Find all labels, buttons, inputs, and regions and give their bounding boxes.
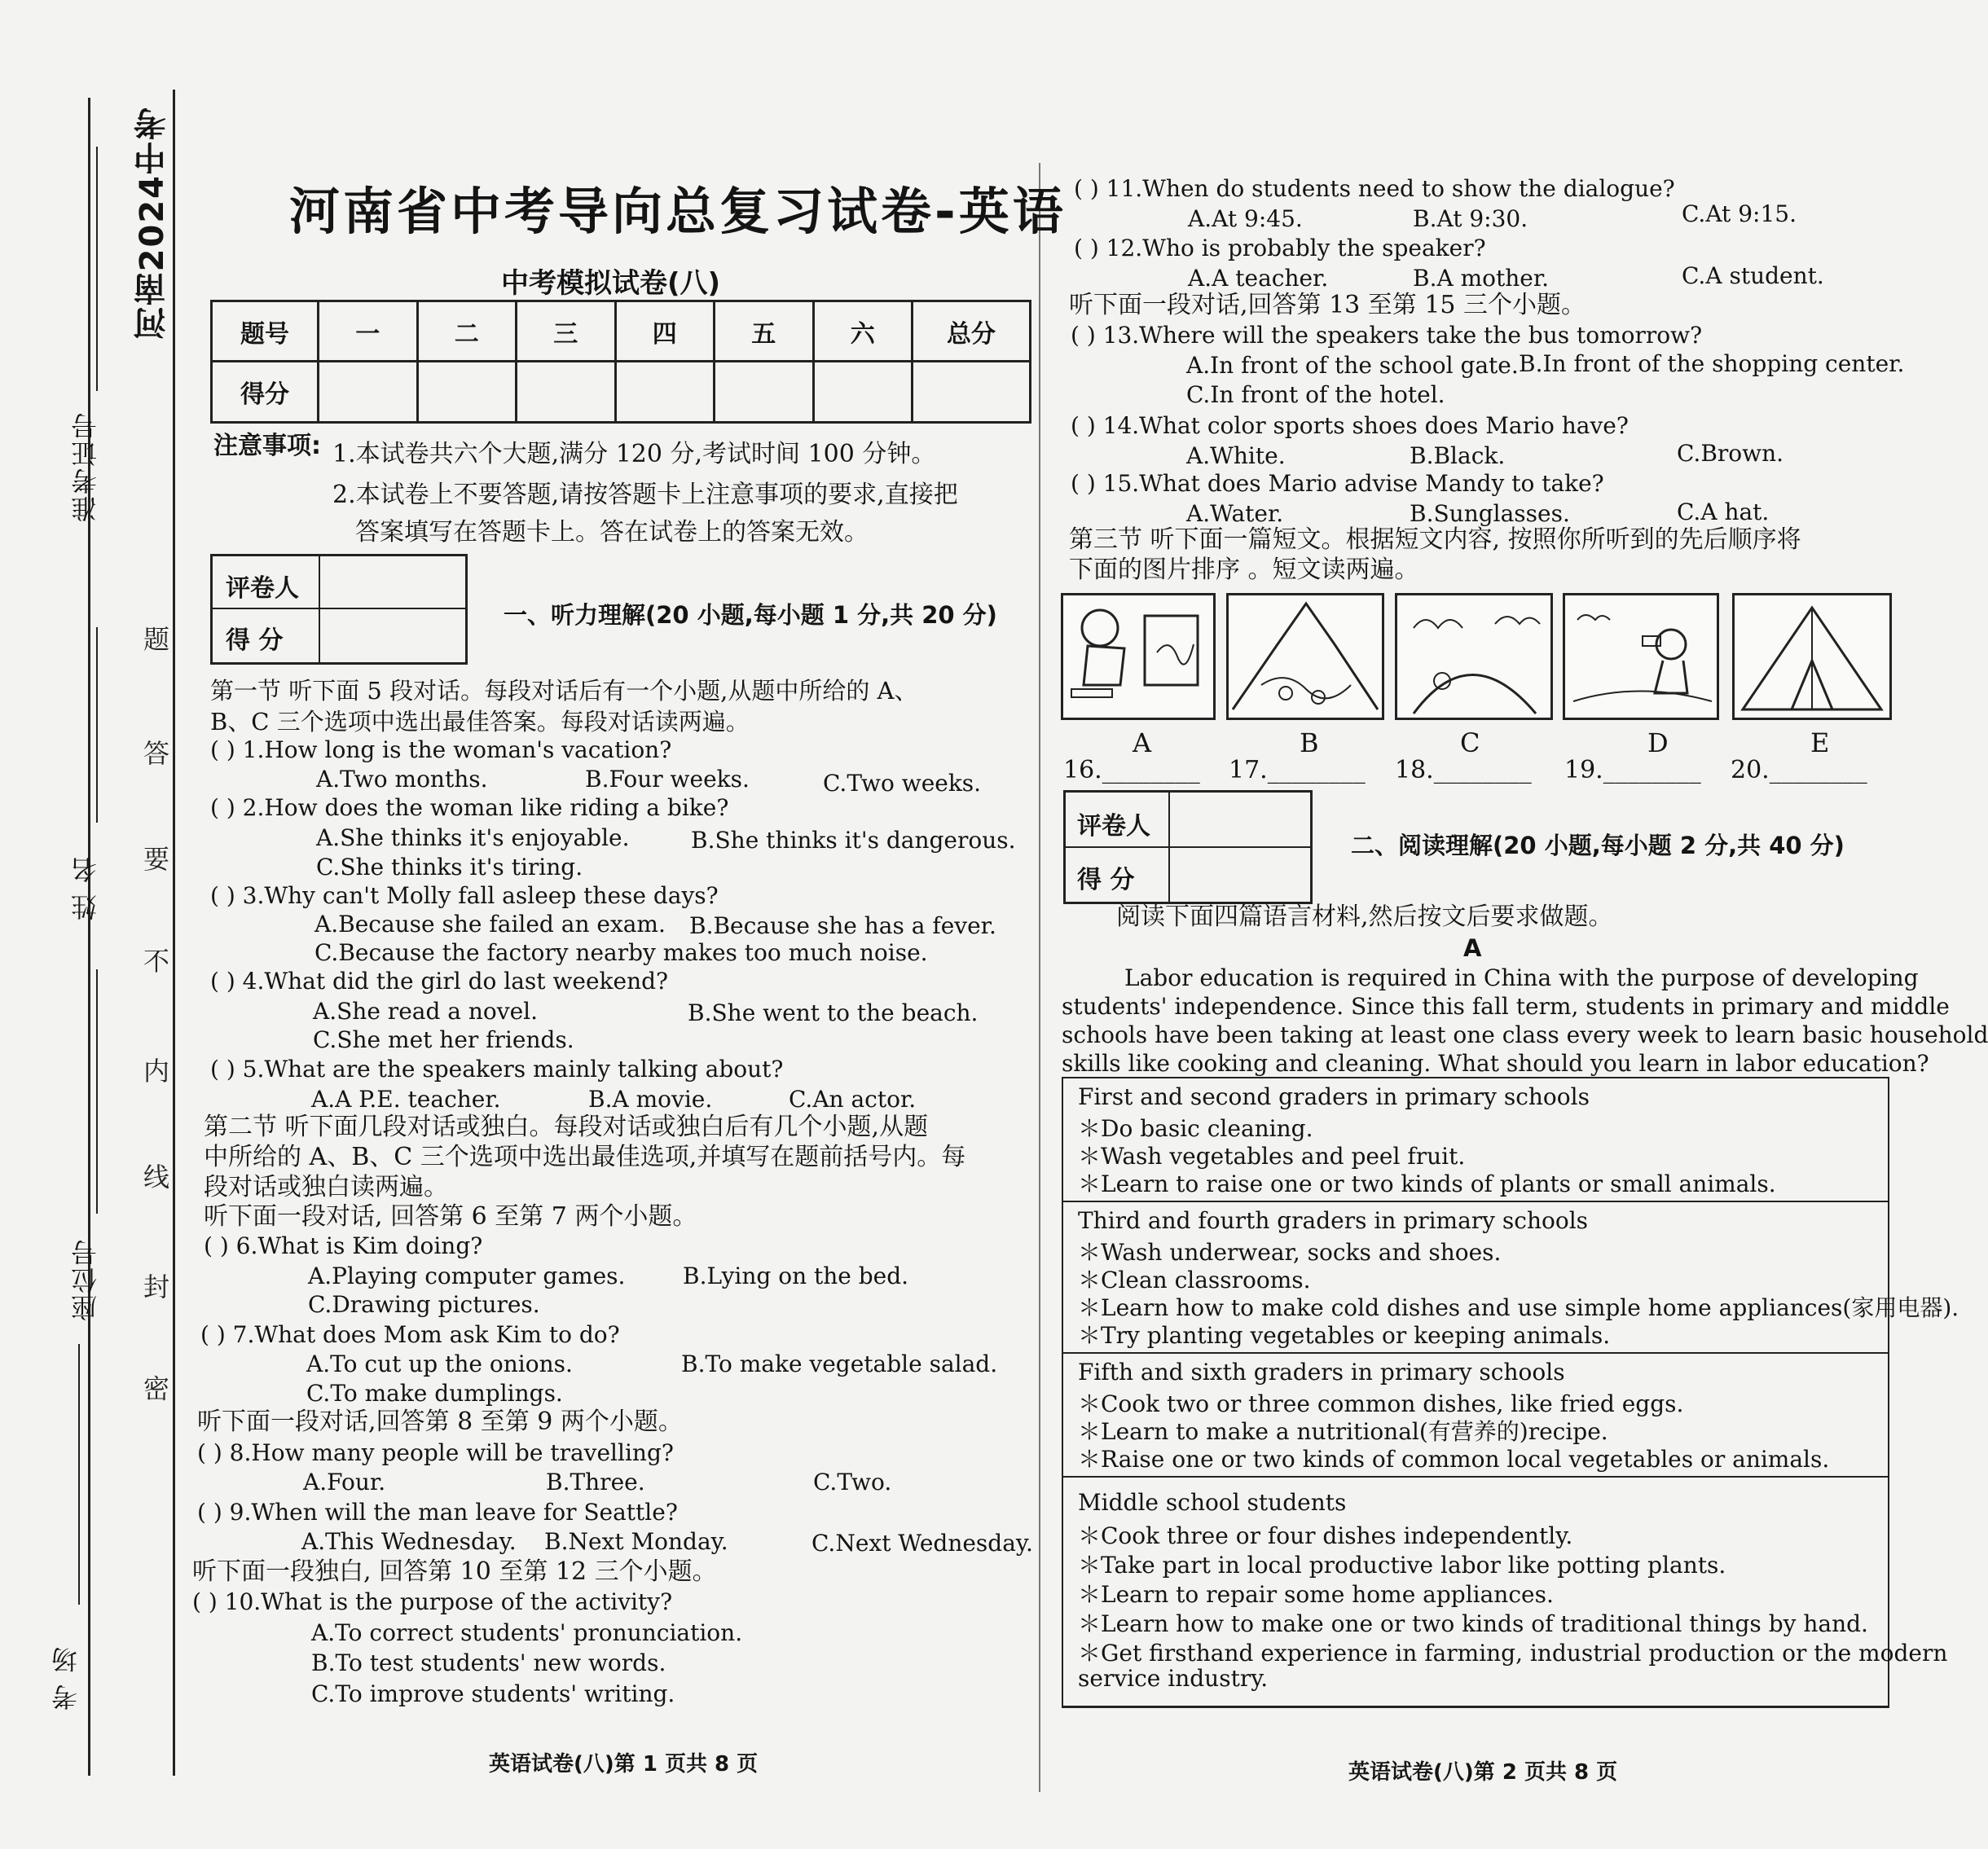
grader-score-label: 得 分 bbox=[1077, 866, 1135, 894]
exam-number-label: 准考证号 bbox=[70, 411, 101, 522]
option-3c: C.Because the factory nearby makes too much noise. bbox=[314, 939, 928, 966]
picture-c-sunrise bbox=[1395, 593, 1553, 720]
grade-box-item: service industry. bbox=[1078, 1665, 1269, 1692]
grader-divider-v bbox=[1168, 793, 1170, 902]
exam-title: 河南省中考导向总复习试卷-英语 bbox=[289, 182, 1067, 241]
score-table bbox=[210, 300, 1031, 424]
name-blank bbox=[96, 627, 98, 823]
option-4b: B.She went to the beach. bbox=[688, 999, 979, 1026]
answer-blank-20[interactable]: 20.________ bbox=[1731, 756, 1867, 784]
grade-box-item: ＊Wash underwear, socks and shoes. bbox=[1078, 1239, 1502, 1266]
option-10b: B.To test students' new words. bbox=[311, 1649, 666, 1676]
option-3a: A.Because she failed an exam. bbox=[314, 911, 666, 938]
section1-instruction: 第一节 听下面 5 段对话。每段对话后有一个小题,从题中所给的 A、 bbox=[210, 677, 918, 705]
option-12b: B.A mother. bbox=[1413, 265, 1550, 292]
question-11: ( ) 11.When do students need to show the dialogue? bbox=[1074, 175, 1675, 202]
option-5b: B.A movie. bbox=[588, 1086, 713, 1113]
question-4: ( ) 4.What did the girl do last weekend? bbox=[210, 968, 669, 995]
grade-box-item: ＊Get firsthand experience in farming, industrial production or the modern bbox=[1078, 1640, 1948, 1667]
grader-box bbox=[1063, 790, 1313, 904]
option-8b: B.Three. bbox=[546, 1469, 645, 1495]
part2-title: 二、阅读理解(20 小题,每小题 2 分,共 40 分) bbox=[1351, 832, 1845, 859]
grade-box-item: ＊Learn how to make one or two kinds of traditional things by hand. bbox=[1078, 1610, 1868, 1637]
grade-box-heading: Fifth and sixth graders in primary schools bbox=[1078, 1359, 1565, 1386]
picture-label-e: E bbox=[1810, 727, 1830, 758]
reading-intro: 阅读下面四篇语言材料,然后按文后要求做题。 bbox=[1116, 903, 1613, 931]
painting-icon bbox=[1063, 595, 1213, 718]
option-10c: C.To improve students' writing. bbox=[311, 1680, 675, 1707]
option-14b: B.Black. bbox=[1410, 442, 1506, 469]
grader-box bbox=[210, 554, 468, 665]
grader-score-label: 得 分 bbox=[226, 626, 284, 655]
option-14a: A.White. bbox=[1186, 442, 1286, 469]
option-11b: B.At 9:30. bbox=[1413, 205, 1528, 232]
score-cell[interactable] bbox=[813, 362, 913, 423]
seal-char: 答 bbox=[143, 738, 170, 769]
tent-icon bbox=[1735, 595, 1889, 718]
option-10a: A.To correct students' pronunciation. bbox=[311, 1619, 743, 1646]
option-12c: C.A student. bbox=[1682, 262, 1824, 289]
year-tag: 河南2024中考 bbox=[134, 106, 171, 340]
picture-label-d: D bbox=[1647, 727, 1669, 758]
option-15a: A.Water. bbox=[1186, 500, 1284, 527]
score-header: 四 bbox=[615, 301, 715, 362]
option-5a: A.A P.E. teacher. bbox=[311, 1086, 501, 1113]
part1-title: 一、听力理解(20 小题,每小题 1 分,共 20 分) bbox=[504, 601, 997, 629]
option-12a: A.A teacher. bbox=[1188, 265, 1329, 292]
grade-box-item: ＊Learn how to make cold dishes and use simple home appliances(家用电器). bbox=[1078, 1294, 1959, 1321]
answer-blank-18[interactable]: 18.________ bbox=[1395, 756, 1532, 784]
score-header: 六 bbox=[813, 301, 913, 362]
picture-label-a: A bbox=[1133, 727, 1152, 758]
score-cell[interactable] bbox=[715, 362, 814, 423]
grader-divider-h bbox=[213, 608, 465, 609]
option-15c: C.A hat. bbox=[1677, 498, 1770, 525]
option-7b: B.To make vegetable salad. bbox=[681, 1351, 998, 1377]
question-9: ( ) 9.When will the man leave for Seattle? bbox=[197, 1499, 678, 1526]
grade-box-item: ＊Do basic cleaning. bbox=[1078, 1115, 1313, 1142]
passage-line: skills like cooking and cleaning. What should you learn in labor education? bbox=[1062, 1050, 1929, 1077]
question-12: ( ) 12.Who is probably the speaker? bbox=[1074, 235, 1486, 261]
notice-label: 注意事项: bbox=[213, 432, 321, 460]
answer-blank-16[interactable]: 16.________ bbox=[1063, 756, 1200, 784]
grade-box-heading: Middle school students bbox=[1078, 1489, 1347, 1516]
option-7a: A.To cut up the onions. bbox=[306, 1351, 573, 1377]
picture-e-tent bbox=[1732, 593, 1892, 720]
grade-box-3-4 bbox=[1062, 1201, 1959, 1354]
group-instruction: 听下面一段对话,回答第 13 至第 15 三个小题。 bbox=[1069, 291, 1586, 319]
score-header: 题号 bbox=[212, 301, 319, 362]
grader-divider-h bbox=[1066, 846, 1310, 848]
seal-char: 内 bbox=[143, 1056, 170, 1087]
seal-char: 不 bbox=[143, 946, 170, 977]
option-9b: B.Next Monday. bbox=[544, 1528, 728, 1555]
group-instruction: 听下面一段对话,回答第 8 至第 9 两个小题。 bbox=[197, 1408, 683, 1436]
option-4c: C.She met her friends. bbox=[313, 1026, 574, 1053]
question-14: ( ) 14.What color sports shoes does Mario have? bbox=[1071, 412, 1629, 439]
seat-label: 座位号 bbox=[70, 1238, 101, 1321]
page-footer-left: 英语试卷(八)第 1 页共 8 页 bbox=[489, 1752, 759, 1777]
grade-box-heading: First and second graders in primary schools bbox=[1078, 1083, 1590, 1110]
score-cell[interactable] bbox=[615, 362, 715, 423]
grade-box-item: ＊Take part in local productive labor like potting plants. bbox=[1078, 1552, 1726, 1579]
answer-blank-17[interactable]: 17.________ bbox=[1229, 756, 1366, 784]
option-13a: A.In front of the school gate. bbox=[1186, 352, 1519, 379]
section3-instruction: 第三节 听下面一篇短文。根据短文内容, 按照你所听到的先后顺序将 bbox=[1069, 525, 1801, 554]
question-8: ( ) 8.How many people will be travelling? bbox=[197, 1439, 674, 1466]
binding-dotted-line bbox=[88, 98, 90, 1776]
section1-instruction: B、C 三个选项中选出最佳答案。每段对话读两遍。 bbox=[210, 708, 750, 736]
option-3b: B.Because she has a fever. bbox=[689, 912, 996, 939]
passage-line: Labor education is required in China with the purpose of developing bbox=[1124, 964, 1919, 991]
option-13b: B.In front of the shopping center. bbox=[1519, 350, 1905, 377]
group-instruction: 听下面一段独白, 回答第 10 至第 12 三个小题。 bbox=[192, 1557, 717, 1586]
grader-reviewer-label: 评卷人 bbox=[226, 574, 299, 603]
section2-instruction: 第二节 听下面几段对话或独白。每段对话或独白后有几个小题,从题 bbox=[204, 1113, 929, 1141]
option-13c: C.In front of the hotel. bbox=[1186, 381, 1445, 408]
exam-number-blank bbox=[96, 147, 98, 391]
option-1c: C.Two weeks. bbox=[823, 770, 982, 797]
grade-box-item: ＊Learn to repair some home appliances. bbox=[1078, 1581, 1554, 1608]
option-14c: C.Brown. bbox=[1677, 440, 1784, 467]
margin-rule bbox=[173, 90, 175, 1776]
section2-instruction: 段对话或独白读两遍。 bbox=[204, 1173, 448, 1201]
grade-box-item: ＊Learn to raise one or two kinds of plants or small animals. bbox=[1078, 1170, 1776, 1197]
option-8c: C.Two. bbox=[813, 1469, 892, 1495]
sunrise-icon bbox=[1397, 595, 1550, 718]
option-5c: C.An actor. bbox=[789, 1086, 917, 1113]
question-13: ( ) 13.Where will the speakers take the bus tomorrow? bbox=[1071, 322, 1703, 349]
notice-line: 2.本试卷上不要答题,请按答题卡上注意事项的要求,直接把 bbox=[332, 481, 958, 509]
option-11c: C.At 9:15. bbox=[1682, 200, 1797, 227]
grade-box-item: ＊Cook two or three common dishes, like fried eggs. bbox=[1078, 1390, 1684, 1417]
option-1a: A.Two months. bbox=[316, 766, 488, 793]
grader-divider-v bbox=[319, 556, 320, 662]
passage-line: students' independence. Since this fall term, students in primary and middle bbox=[1062, 993, 1950, 1020]
grade-box-5-6 bbox=[1062, 1352, 1889, 1478]
section3-instruction: 下面的图片排序 。短文读两遍。 bbox=[1069, 556, 1419, 584]
grade-box-item: ＊Learn to make a nutritional(有营养的)recipe. bbox=[1078, 1418, 1608, 1445]
option-6b: B.Lying on the bed. bbox=[683, 1263, 909, 1289]
option-11a: A.At 9:45. bbox=[1188, 205, 1303, 232]
grade-box-item: ＊Clean classrooms. bbox=[1078, 1267, 1311, 1293]
question-6: ( ) 6.What is Kim doing? bbox=[204, 1232, 483, 1259]
passage-line: schools have been taking at least one class every week to learn basic household bbox=[1062, 1021, 1988, 1048]
option-2c: C.She thinks it's tiring. bbox=[316, 854, 583, 881]
seal-char: 密 bbox=[143, 1373, 170, 1404]
option-7c: C.To make dumplings. bbox=[306, 1380, 563, 1407]
grade-box-item: ＊Raise one or two kinds of common local vegetables or animals. bbox=[1078, 1446, 1830, 1473]
option-2a: A.She thinks it's enjoyable. bbox=[316, 824, 630, 851]
score-cell[interactable] bbox=[517, 362, 616, 423]
page-footer-right: 英语试卷(八)第 2 页共 8 页 bbox=[1348, 1760, 1618, 1785]
option-6a: A.Playing computer games. bbox=[308, 1263, 626, 1289]
picture-d-binoculars bbox=[1563, 593, 1719, 720]
question-1: ( ) 1.How long is the woman's vacation? bbox=[210, 736, 672, 763]
seal-char: 题 bbox=[143, 624, 170, 655]
score-cell[interactable] bbox=[417, 362, 517, 423]
option-8a: A.Four. bbox=[303, 1469, 386, 1495]
room-label: 考 场 bbox=[51, 1645, 81, 1711]
seal-char: 线 bbox=[143, 1162, 170, 1192]
notice-line: 1.本试卷共六个大题,满分 120 分,考试时间 100 分钟。 bbox=[332, 440, 936, 468]
grade-box-item: ＊Cook three or four dishes independently. bbox=[1078, 1522, 1573, 1549]
passage-label: A bbox=[1463, 934, 1482, 962]
option-1b: B.Four weeks. bbox=[585, 766, 750, 793]
question-5: ( ) 5.What are the speakers mainly talking about? bbox=[210, 1056, 784, 1083]
seat-blank bbox=[96, 969, 98, 1214]
picture-label-c: C bbox=[1460, 727, 1480, 758]
option-9a: A.This Wednesday. bbox=[301, 1528, 517, 1555]
option-9c: C.Next Wednesday. bbox=[811, 1530, 1033, 1557]
grade-box-heading: Third and fourth graders in primary schools bbox=[1078, 1207, 1589, 1234]
score-header: 总分 bbox=[913, 301, 1031, 362]
grade-box-item: ＊Wash vegetables and peel fruit. bbox=[1078, 1143, 1466, 1170]
score-header: 二 bbox=[417, 301, 517, 362]
score-row-label: 得分 bbox=[212, 362, 319, 423]
seal-char: 封 bbox=[143, 1271, 170, 1302]
question-15: ( ) 15.What does Mario advise Mandy to take? bbox=[1071, 470, 1604, 497]
option-15b: B.Sunglasses. bbox=[1410, 500, 1570, 527]
score-header: 三 bbox=[517, 301, 616, 362]
room-blank bbox=[78, 1344, 80, 1605]
question-2: ( ) 2.How does the woman like riding a bike? bbox=[210, 794, 729, 821]
notice-line: 答案填写在答题卡上。答在试卷上的答案无效。 bbox=[355, 518, 869, 547]
score-cell[interactable] bbox=[913, 362, 1031, 423]
grade-box-middle-school bbox=[1062, 1476, 1948, 1708]
group-instruction: 听下面一段对话, 回答第 6 至第 7 两个小题。 bbox=[204, 1202, 697, 1231]
page-fold bbox=[1039, 163, 1040, 1792]
score-header: 一 bbox=[319, 301, 418, 362]
binoculars-icon bbox=[1565, 595, 1717, 718]
option-4a: A.She read a novel. bbox=[313, 998, 539, 1025]
score-cell[interactable] bbox=[319, 362, 418, 423]
picture-label-b: B bbox=[1300, 727, 1319, 758]
answer-blank-19[interactable]: 19.________ bbox=[1564, 756, 1701, 784]
score-header: 五 bbox=[715, 301, 814, 362]
question-7: ( ) 7.What does Mom ask Kim to do? bbox=[200, 1321, 620, 1348]
section2-instruction: 中所给的 A、B、C 三个选项中选出最佳选项,并填写在题前括号内。每 bbox=[204, 1143, 966, 1171]
name-label: 姓 名 bbox=[70, 855, 101, 921]
option-2b: B.She thinks it's dangerous. bbox=[691, 827, 1016, 854]
option-6c: C.Drawing pictures. bbox=[308, 1291, 540, 1318]
mountain-icon bbox=[1229, 595, 1382, 718]
picture-b-mountain bbox=[1226, 593, 1384, 720]
grade-box-item: ＊Try planting vegetables or keeping animals. bbox=[1078, 1322, 1611, 1349]
question-3: ( ) 3.Why can't Molly fall asleep these days? bbox=[210, 882, 719, 909]
grader-reviewer-label: 评卷人 bbox=[1077, 812, 1150, 841]
question-10: ( ) 10.What is the purpose of the activity? bbox=[192, 1588, 673, 1615]
picture-a-painting bbox=[1061, 593, 1216, 720]
exam-subtitle: 中考模拟试卷(八) bbox=[501, 267, 721, 300]
grade-box-1-2 bbox=[1062, 1077, 1889, 1202]
seal-char: 要 bbox=[143, 844, 170, 875]
